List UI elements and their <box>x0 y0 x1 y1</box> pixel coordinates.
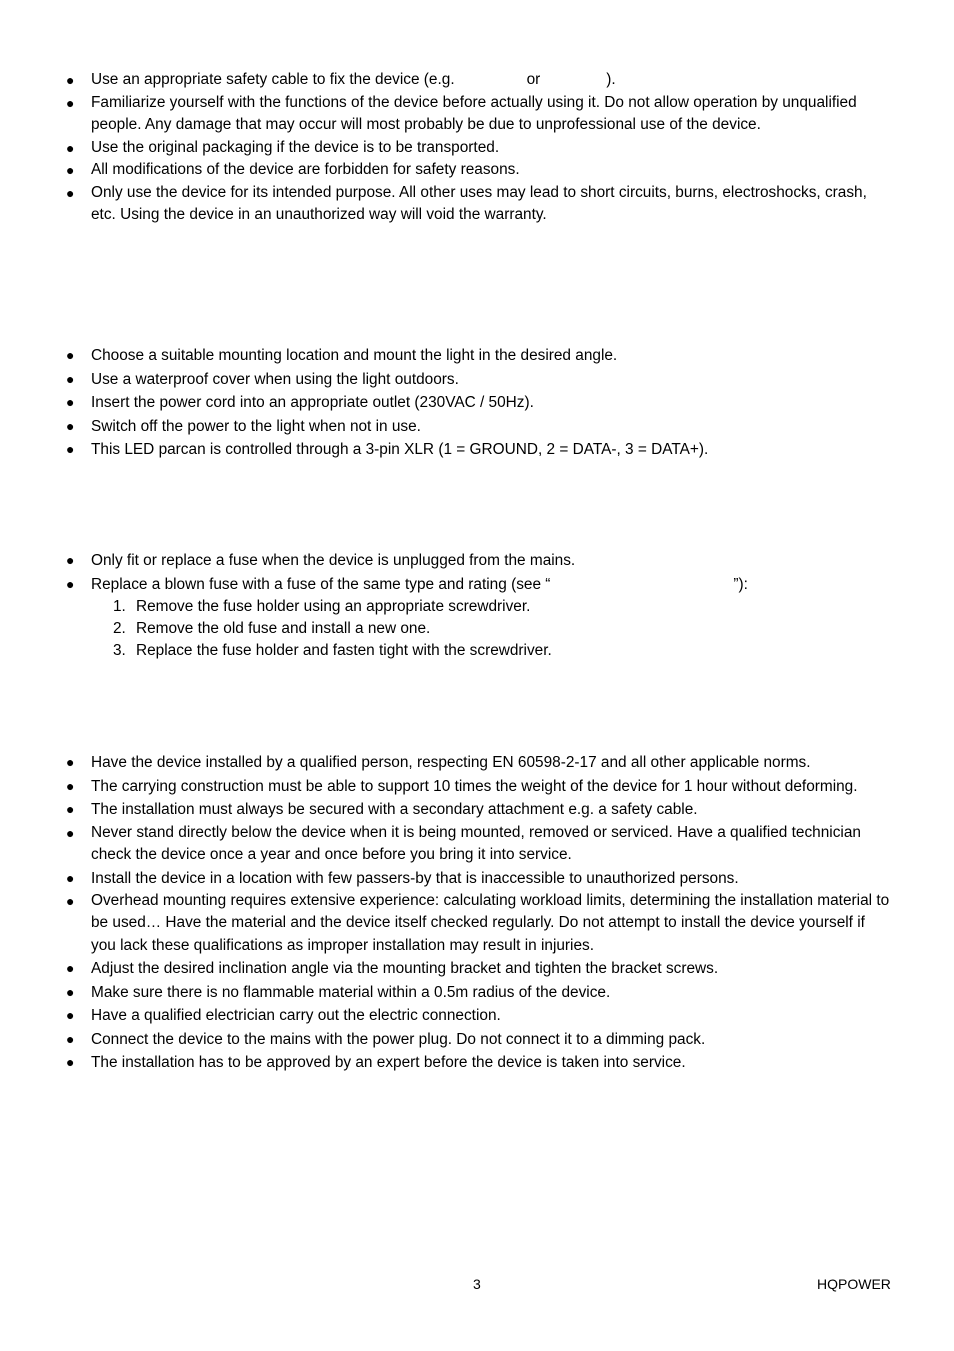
item-text: All modifications of the device are forbidden for safety reasons. <box>91 161 520 178</box>
item-text: Overhead mounting requires extensive experience: calculating workload limits, determining the installation material to be used… Have the material and the device itself checked regularly. Do not attempt to install the device yourself if you lack these qualifications as improper installation may result in injuries. <box>91 891 890 954</box>
brand-name: HQPOWER <box>817 1276 891 1292</box>
list-item <box>0 1028 891 1052</box>
list-item <box>0 822 891 867</box>
list-item <box>0 867 891 890</box>
step-text: Replace the fuse holder and fasten tight with the screwdriver. <box>136 642 552 659</box>
bullet-icon: ● <box>66 1030 75 1047</box>
item-text: This LED parcan is controlled through a 3-pin XLR (1 = GROUND, 2 = DATA-, 3 = DATA+). <box>91 441 709 458</box>
list-item <box>0 69 891 92</box>
list-item <box>0 438 891 462</box>
item-text: Make sure there is no flammable material within a 0.5m radius of the device. <box>91 983 611 1001</box>
bullet-icon: ● <box>66 754 75 770</box>
list-item <box>0 751 891 775</box>
item-text: Have a qualified electrician carry out the electric connection. <box>91 1007 501 1024</box>
bullet-icon: ● <box>66 441 75 457</box>
list-item <box>0 775 891 799</box>
item-text: Never stand directly below the device when it is being mounted, removed or serviced. Have a qualified technician check the device once a year and once before you bring it into service. <box>91 823 861 863</box>
step-number: 3. <box>113 642 126 659</box>
list-item <box>0 981 891 1005</box>
item-text: Use a waterproof cover when using the light outdoors. <box>91 370 459 388</box>
bullet-icon: ● <box>66 347 75 363</box>
item-text: Choose a suitable mounting location and mount the light in the desired angle. <box>91 347 618 364</box>
item-text: Connect the device to the mains with the power plug. Do not connect it to a dimming pack. <box>91 1030 706 1048</box>
bullet-icon: ● <box>66 960 75 976</box>
bullet-icon: ● <box>66 417 75 434</box>
step-text: Remove the fuse holder using an appropriate screwdriver. <box>136 598 531 615</box>
bullet-icon: ● <box>66 801 75 817</box>
list-item <box>0 640 896 662</box>
list-item <box>0 1051 891 1075</box>
bullet-icon: ● <box>66 892 75 909</box>
installation-list <box>0 751 954 1075</box>
bullet-icon: ● <box>66 370 75 387</box>
list-item <box>0 182 891 227</box>
bullet-icon: ● <box>66 983 75 1000</box>
item-text: The installation has to be approved by an expert before the device is taken into service. <box>91 1054 686 1071</box>
bullet-icon: ● <box>66 139 75 156</box>
bullet-icon: ● <box>66 94 75 111</box>
list-item <box>0 159 891 182</box>
operation-list <box>0 344 954 462</box>
item-text-pre: Replace a blown fuse with a fuse of the same type and rating (see “ <box>91 575 551 593</box>
bullet-icon: ● <box>66 394 75 410</box>
list-item <box>0 549 891 573</box>
safety-list <box>0 69 954 227</box>
bullet-icon: ● <box>66 1007 75 1023</box>
list-item <box>0 92 891 137</box>
list-item <box>0 957 891 981</box>
item-text: Install the device in a location with few passers-by that is inaccessible to unauthorized persons. <box>91 869 739 887</box>
list-item <box>0 391 891 415</box>
list-item <box>0 596 896 618</box>
list-item <box>0 798 891 822</box>
bullet-icon: ● <box>66 575 75 592</box>
list-item <box>0 415 891 439</box>
bullet-icon: ● <box>66 869 75 886</box>
item-text: Only fit or replace a fuse when the device is unplugged from the mains. <box>91 552 576 569</box>
item-text: The carrying construction must be able to support 10 times the weight of the device for 1 hour without deforming. <box>91 777 858 795</box>
page-number: 3 <box>473 1276 481 1292</box>
bullet-icon: ● <box>66 552 75 568</box>
item-text: Insert the power cord into an appropriate outlet (230VAC / 50Hz). <box>91 394 534 411</box>
bullet-icon: ● <box>66 824 75 841</box>
bullet-icon: ● <box>66 72 75 88</box>
step-number: 1. <box>113 598 126 615</box>
item-text: The installation must always be secured with a secondary attachment e.g. a safety cable. <box>91 801 698 818</box>
item-text: Only use the device for its intended purpose. All other uses may lead to short circuits, burns, electroshocks, crash, etc. Using the device in an unauthorized way will void the warranty. <box>91 183 867 223</box>
item-text-mid: or <box>526 71 541 88</box>
bullet-icon: ● <box>66 162 75 178</box>
item-text: Switch off the power to the light when not in use. <box>91 417 421 435</box>
bullet-icon: ● <box>66 777 75 794</box>
list-item <box>0 618 896 640</box>
step-number: 2. <box>113 620 126 637</box>
item-text-post: ”): <box>733 575 748 593</box>
bullet-icon: ● <box>66 1054 75 1070</box>
item-text-pre: Use an appropriate safety cable to fix the device (e.g. <box>91 71 455 88</box>
item-text: Use the original packaging if the device is to be transported. <box>91 138 500 156</box>
list-item <box>0 1004 891 1028</box>
list-item <box>0 573 891 597</box>
fuse-steps <box>0 596 954 662</box>
list-item <box>0 368 891 392</box>
list-item <box>0 137 891 160</box>
item-text: Adjust the desired inclination angle via the mounting bracket and tighten the bracket screws. <box>91 960 719 977</box>
list-item <box>0 344 891 368</box>
list-item <box>0 890 891 958</box>
item-text-post: ). <box>606 71 616 88</box>
item-text: Have the device installed by a qualified person, respecting EN 60598-2-17 and all other applicable norms. <box>91 754 811 771</box>
item-text: Familiarize yourself with the functions of the device before actually using it. Do not allow operation by unqualified people. Any damage that may occur will most probably be due to unprofessional use of the device. <box>91 93 857 133</box>
fuse-list <box>0 549 954 596</box>
step-text: Remove the old fuse and install a new one. <box>136 620 431 637</box>
bullet-icon: ● <box>66 184 75 201</box>
